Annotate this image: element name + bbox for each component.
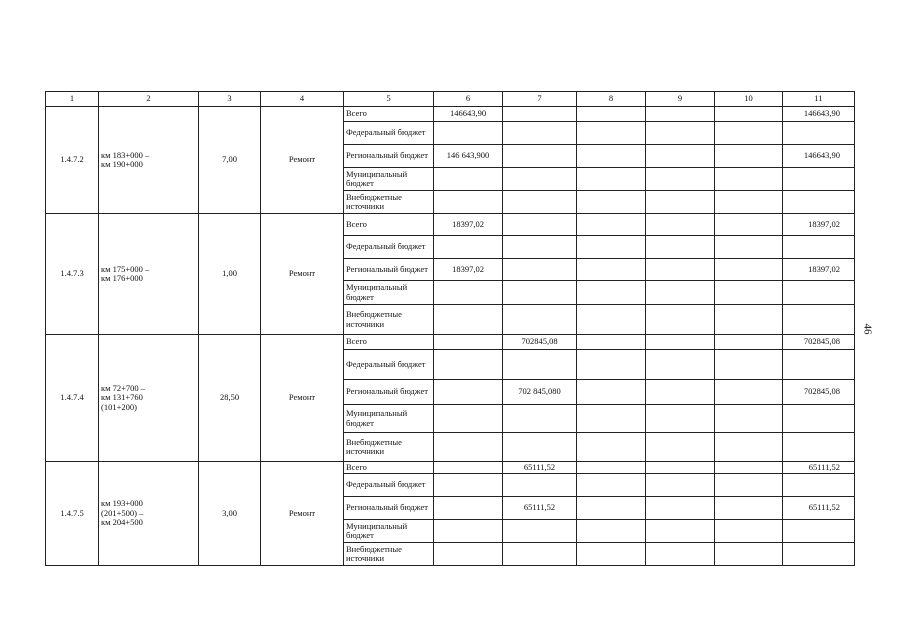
funding-source-cell: Региональный бюджет [344, 259, 434, 281]
value-cell-c11 [783, 520, 855, 543]
value-cell-c6 [434, 405, 503, 433]
value-cell-c11 [783, 122, 855, 145]
table-row [46, 335, 855, 350]
value-cell-c9 [646, 335, 715, 350]
value-cell-c6: 146 643,900 [434, 145, 503, 168]
value-cell-c11: 702845,08 [783, 380, 855, 405]
value-cell-c11 [783, 433, 855, 462]
value-cell-c9 [646, 462, 715, 474]
header-cell: 8 [577, 92, 646, 107]
value-cell-c6 [434, 462, 503, 474]
location-cell: км 193+000 (201+500) – км 204+500 [99, 462, 199, 566]
value-cell-c6 [434, 236, 503, 259]
value-cell-c6 [434, 497, 503, 520]
value-cell-c10 [715, 350, 783, 380]
value-cell-c9 [646, 214, 715, 236]
value-cell-c7 [503, 107, 577, 122]
table-row [46, 214, 855, 236]
funding-source-cell: Всего [344, 462, 434, 474]
value-cell-c7 [503, 236, 577, 259]
value-cell-c9 [646, 543, 715, 566]
length-cell: 28,50 [199, 335, 261, 462]
value-cell-c8 [577, 236, 646, 259]
value-cell-c11: 18397,02 [783, 214, 855, 236]
value-cell-c9 [646, 281, 715, 305]
value-cell-c6 [434, 191, 503, 214]
work-type-cell: Ремонт [261, 214, 344, 335]
funding-source-cell: Внебюджетные источники [344, 543, 434, 566]
value-cell-c8 [577, 405, 646, 433]
value-cell-c8 [577, 305, 646, 335]
value-cell-c6 [434, 122, 503, 145]
header-cell: 7 [503, 92, 577, 107]
funding-source-cell: Региональный бюджет [344, 497, 434, 520]
value-cell-c10 [715, 107, 783, 122]
location-cell: км 175+000 – км 176+000 [99, 214, 199, 335]
value-cell-c11: 146643,90 [783, 107, 855, 122]
value-cell-c9 [646, 107, 715, 122]
value-cell-c7 [503, 191, 577, 214]
value-cell-c10 [715, 520, 783, 543]
value-cell-c8 [577, 107, 646, 122]
value-cell-c8 [577, 281, 646, 305]
value-cell-c11 [783, 350, 855, 380]
length-cell: 1,00 [199, 214, 261, 335]
value-cell-c8 [577, 145, 646, 168]
value-cell-c6 [434, 305, 503, 335]
value-cell-c8 [577, 214, 646, 236]
value-cell-c10 [715, 497, 783, 520]
value-cell-c10 [715, 236, 783, 259]
funding-source-cell: Федеральный бюджет [344, 350, 434, 380]
value-cell-c7 [503, 281, 577, 305]
funding-source-cell: Внебюджетные источники [344, 433, 434, 462]
location-cell: км 72+700 – км 131+760 (101+200) [99, 335, 199, 462]
funding-source-cell: Всего [344, 214, 434, 236]
value-cell-c6 [434, 335, 503, 350]
value-cell-c7 [503, 405, 577, 433]
header-cell: 5 [344, 92, 434, 107]
value-cell-c7 [503, 350, 577, 380]
funding-source-cell: Федеральный бюджет [344, 122, 434, 145]
value-cell-c6 [434, 520, 503, 543]
value-cell-c6 [434, 380, 503, 405]
value-cell-c11: 65111,52 [783, 462, 855, 474]
group-code-cell: 1.4.7.2 [46, 107, 99, 214]
value-cell-c8 [577, 462, 646, 474]
value-cell-c10 [715, 462, 783, 474]
funding-source-cell: Федеральный бюджет [344, 474, 434, 497]
value-cell-c9 [646, 168, 715, 191]
value-cell-c11 [783, 191, 855, 214]
value-cell-c11: 702845,08 [783, 335, 855, 350]
work-type-cell: Ремонт [261, 107, 344, 214]
value-cell-c8 [577, 168, 646, 191]
value-cell-c7 [503, 259, 577, 281]
value-cell-c8 [577, 191, 646, 214]
table-row [46, 107, 855, 122]
value-cell-c11: 65111,52 [783, 497, 855, 520]
value-cell-c7 [503, 214, 577, 236]
work-type-cell: Ремонт [261, 462, 344, 566]
page-number: 46 [861, 323, 874, 335]
value-cell-c8 [577, 335, 646, 350]
budget-table [45, 91, 855, 566]
value-cell-c8 [577, 122, 646, 145]
value-cell-c9 [646, 191, 715, 214]
header-row [46, 92, 855, 107]
value-cell-c11 [783, 236, 855, 259]
value-cell-c10 [715, 335, 783, 350]
value-cell-c9 [646, 122, 715, 145]
value-cell-c6 [434, 474, 503, 497]
value-cell-c10 [715, 191, 783, 214]
funding-source-cell: Муниципальный бюджет [344, 520, 434, 543]
value-cell-c6 [434, 168, 503, 191]
location-cell: км 183+000 – км 190+000 [99, 107, 199, 214]
value-cell-c9 [646, 305, 715, 335]
value-cell-c11: 146643,90 [783, 145, 855, 168]
value-cell-c8 [577, 474, 646, 497]
funding-source-cell: Муниципальный бюджет [344, 281, 434, 305]
value-cell-c11 [783, 474, 855, 497]
value-cell-c9 [646, 380, 715, 405]
value-cell-c6 [434, 350, 503, 380]
header-cell: 11 [783, 92, 855, 107]
value-cell-c6 [434, 433, 503, 462]
value-cell-c7: 65111,52 [503, 462, 577, 474]
funding-source-cell: Федеральный бюджет [344, 236, 434, 259]
value-cell-c8 [577, 520, 646, 543]
value-cell-c10 [715, 305, 783, 335]
value-cell-c10 [715, 281, 783, 305]
value-cell-c7 [503, 474, 577, 497]
value-cell-c7 [503, 433, 577, 462]
header-cell: 9 [646, 92, 715, 107]
value-cell-c10 [715, 543, 783, 566]
value-cell-c7 [503, 543, 577, 566]
value-cell-c9 [646, 520, 715, 543]
header-cell: 6 [434, 92, 503, 107]
funding-source-cell: Всего [344, 335, 434, 350]
value-cell-c9 [646, 433, 715, 462]
value-cell-c9 [646, 236, 715, 259]
funding-source-cell: Внебюджетные источники [344, 305, 434, 335]
value-cell-c6: 18397,02 [434, 214, 503, 236]
value-cell-c8 [577, 350, 646, 380]
value-cell-c7: 65111,52 [503, 497, 577, 520]
value-cell-c10 [715, 168, 783, 191]
value-cell-c9 [646, 405, 715, 433]
value-cell-c10 [715, 433, 783, 462]
value-cell-c7: 702 845,080 [503, 380, 577, 405]
value-cell-c11: 18397,02 [783, 259, 855, 281]
header-cell: 10 [715, 92, 783, 107]
value-cell-c7 [503, 122, 577, 145]
value-cell-c8 [577, 259, 646, 281]
value-cell-c8 [577, 497, 646, 520]
header-cell: 2 [99, 92, 199, 107]
value-cell-c9 [646, 145, 715, 168]
value-cell-c8 [577, 380, 646, 405]
value-cell-c11 [783, 168, 855, 191]
header-cell: 4 [261, 92, 344, 107]
table-row [46, 462, 855, 474]
funding-source-cell: Всего [344, 107, 434, 122]
value-cell-c10 [715, 122, 783, 145]
value-cell-c11 [783, 543, 855, 566]
length-cell: 7,00 [199, 107, 261, 214]
value-cell-c8 [577, 543, 646, 566]
value-cell-c7 [503, 305, 577, 335]
value-cell-c7 [503, 520, 577, 543]
value-cell-c6 [434, 543, 503, 566]
group-code-cell: 1.4.7.4 [46, 335, 99, 462]
value-cell-c11 [783, 405, 855, 433]
value-cell-c9 [646, 474, 715, 497]
work-type-cell: Ремонт [261, 335, 344, 462]
value-cell-c9 [646, 350, 715, 380]
value-cell-c6 [434, 281, 503, 305]
funding-source-cell: Муниципальный бюджет [344, 405, 434, 433]
value-cell-c8 [577, 433, 646, 462]
header-cell: 3 [199, 92, 261, 107]
value-cell-c10 [715, 474, 783, 497]
funding-source-cell: Региональный бюджет [344, 380, 434, 405]
value-cell-c10 [715, 259, 783, 281]
value-cell-c6: 146643,90 [434, 107, 503, 122]
group-code-cell: 1.4.7.5 [46, 462, 99, 566]
funding-source-cell: Муниципальный бюджет [344, 168, 434, 191]
value-cell-c6: 18397,02 [434, 259, 503, 281]
value-cell-c7: 702845,08 [503, 335, 577, 350]
value-cell-c9 [646, 259, 715, 281]
value-cell-c7 [503, 168, 577, 191]
group-code-cell: 1.4.7.3 [46, 214, 99, 335]
value-cell-c10 [715, 380, 783, 405]
value-cell-c9 [646, 497, 715, 520]
funding-source-cell: Внебюджетные источники [344, 191, 434, 214]
value-cell-c7 [503, 145, 577, 168]
value-cell-c10 [715, 214, 783, 236]
funding-source-cell: Региональный бюджет [344, 145, 434, 168]
value-cell-c11 [783, 305, 855, 335]
value-cell-c10 [715, 145, 783, 168]
value-cell-c10 [715, 405, 783, 433]
length-cell: 3,00 [199, 462, 261, 566]
header-cell: 1 [46, 92, 99, 107]
value-cell-c11 [783, 281, 855, 305]
